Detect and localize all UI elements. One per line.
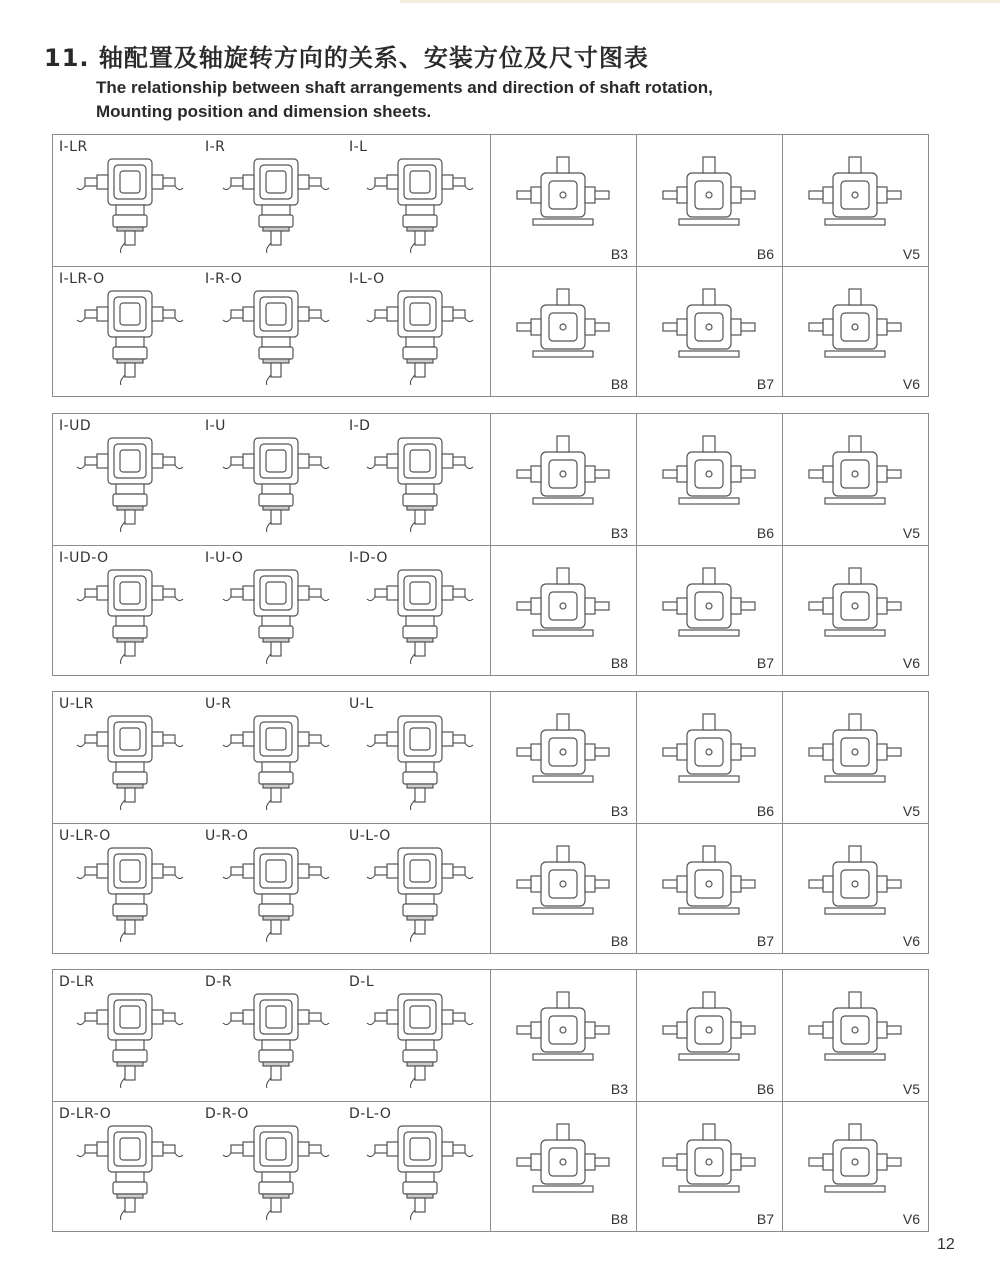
- arrangement-drawing: [365, 842, 475, 946]
- arrangement-cell: [199, 546, 343, 676]
- arrangement-label: I-LR-O: [59, 270, 105, 287]
- mounting-drawing: [513, 978, 613, 1092]
- gearbox-mounting-drawing-icon: [513, 1110, 613, 1220]
- mounting-position-label: B7: [756, 1211, 774, 1227]
- gearbox-arrangement-drawing-icon: [365, 285, 475, 385]
- top-decorative-line: [400, 0, 1000, 3]
- arrangement-label: D-LR-O: [59, 1105, 112, 1122]
- mounting-position-cell: [490, 546, 636, 676]
- gearbox-mounting-drawing-icon: [513, 422, 613, 532]
- arrangement-drawing: [221, 710, 331, 814]
- gearbox-mounting-drawing-icon: [659, 1110, 759, 1220]
- gearbox-mounting-drawing-icon: [513, 554, 613, 664]
- gearbox-arrangement-drawing-icon: [75, 153, 185, 253]
- arrangement-drawing: [75, 988, 185, 1092]
- mounting-position-label: B8: [610, 1211, 628, 1227]
- arrangement-label: I-D-O: [349, 549, 388, 566]
- arrangement-cell: [343, 135, 487, 266]
- mounting-drawing: [659, 832, 759, 946]
- arrangement-row: [53, 135, 928, 266]
- mounting-position-cell: [490, 267, 636, 397]
- page-title-chinese: 11. 轴配置及轴旋转方向的关系、安装方位及尺寸图表: [44, 44, 649, 72]
- arrangement-label: D-R-O: [205, 1105, 249, 1122]
- gearbox-mounting-drawing-icon: [659, 554, 759, 664]
- mounting-position-label: B3: [610, 524, 628, 541]
- arrangement-cell: [199, 1102, 343, 1232]
- gearbox-mounting-drawing-icon: [513, 832, 613, 942]
- mounting-position-label: B8: [610, 655, 628, 671]
- mounting-position-cell: [636, 1102, 782, 1232]
- mounting-position-label: B7: [756, 655, 774, 671]
- gearbox-arrangement-drawing-icon: [75, 988, 185, 1088]
- arrangement-drawing: [221, 564, 331, 668]
- title-en-line-1: The relationship between shaft arrangements and direction of shaft rotation,: [96, 78, 713, 97]
- arrangement-label: U-R-O: [205, 827, 249, 844]
- gearbox-arrangement-drawing-icon: [75, 842, 185, 942]
- gearbox-arrangement-drawing-icon: [221, 285, 331, 385]
- mounting-drawing: [659, 978, 759, 1092]
- gearbox-arrangement-drawing-icon: [221, 153, 331, 253]
- mounting-drawing: [805, 700, 905, 814]
- arrangement-cell: [199, 824, 343, 954]
- arrangement-drawing: [75, 285, 185, 389]
- arrangement-drawing: [75, 564, 185, 668]
- mounting-position-cell: [636, 692, 782, 823]
- gearbox-mounting-drawing-icon: [513, 700, 613, 810]
- arrangement-label: U-LR-O: [59, 827, 111, 844]
- arrangement-label: D-L-O: [349, 1105, 392, 1122]
- arrangement-cell: [343, 824, 487, 954]
- arrangement-row: [53, 266, 928, 397]
- gearbox-arrangement-drawing-icon: [221, 842, 331, 942]
- gearbox-mounting-drawing-icon: [805, 1110, 905, 1220]
- gearbox-mounting-drawing-icon: [805, 422, 905, 532]
- gearbox-mounting-drawing-icon: [805, 143, 905, 253]
- arrangement-label: D-LR: [59, 974, 95, 990]
- arrangement-cell: [53, 546, 197, 676]
- gearbox-mounting-drawing-icon: [659, 143, 759, 253]
- mounting-position-cell: [782, 135, 928, 266]
- arrangement-label: I-L-O: [349, 270, 385, 287]
- arrangement-cell: [199, 414, 343, 545]
- arrangement-label: I-R-O: [205, 270, 243, 287]
- arrangement-cell: [199, 692, 343, 823]
- arrangement-label: I-UD-O: [59, 549, 109, 566]
- mounting-position-label: B6: [756, 1080, 774, 1097]
- mounting-position-cell: [782, 1102, 928, 1232]
- mounting-position-cell: [490, 135, 636, 266]
- arrangement-row: [53, 692, 928, 823]
- mounting-position-label: V6: [902, 1211, 920, 1227]
- mounting-drawing: [659, 1110, 759, 1224]
- mounting-position-label: V6: [902, 376, 920, 392]
- arrangement-drawing: [75, 153, 185, 257]
- arrangement-label: I-D: [349, 418, 371, 434]
- gearbox-arrangement-drawing-icon: [75, 285, 185, 385]
- arrangement-label: I-UD: [59, 418, 92, 434]
- gearbox-mounting-drawing-icon: [659, 275, 759, 385]
- arrangement-label: I-R: [205, 139, 226, 155]
- mounting-drawing: [659, 275, 759, 389]
- mounting-position-cell: [636, 824, 782, 954]
- arrangement-cell: [53, 692, 197, 823]
- mounting-drawing: [805, 1110, 905, 1224]
- arrangement-drawing: [75, 1120, 185, 1224]
- mounting-position-label: V5: [902, 1080, 920, 1097]
- mounting-drawing: [805, 275, 905, 389]
- arrangement-drawing: [221, 1120, 331, 1224]
- arrangement-drawing: [221, 153, 331, 257]
- arrangement-row: [53, 823, 928, 954]
- gearbox-arrangement-drawing-icon: [75, 1120, 185, 1220]
- gearbox-arrangement-drawing-icon: [365, 710, 475, 810]
- gearbox-arrangement-drawing-icon: [365, 153, 475, 253]
- arrangement-drawing: [365, 1120, 475, 1224]
- arrangement-drawing: [365, 432, 475, 536]
- gearbox-arrangement-drawing-icon: [221, 432, 331, 532]
- arrangement-cell: [343, 414, 487, 545]
- mounting-drawing: [513, 143, 613, 257]
- mounting-position-cell: [490, 824, 636, 954]
- arrangement-cell: [343, 692, 487, 823]
- arrangement-cell: [53, 414, 197, 545]
- mounting-position-cell: [490, 1102, 636, 1232]
- mounting-position-cell: [636, 267, 782, 397]
- mounting-position-label: V6: [902, 655, 920, 671]
- gearbox-mounting-drawing-icon: [659, 832, 759, 942]
- mounting-position-label: B6: [756, 802, 774, 819]
- mounting-position-label: V5: [902, 524, 920, 541]
- gearbox-mounting-drawing-icon: [513, 978, 613, 1088]
- arrangement-cell: [199, 970, 343, 1101]
- arrangement-label: U-L-O: [349, 827, 391, 844]
- arrangement-cell: [343, 1102, 487, 1232]
- arrangement-label: U-LR: [59, 696, 94, 712]
- mounting-position-cell: [636, 414, 782, 545]
- gearbox-mounting-drawing-icon: [659, 422, 759, 532]
- arrangement-label: U-R: [205, 696, 232, 712]
- mounting-position-label: B6: [756, 245, 774, 262]
- title-en-line-2: Mounting position and dimension sheets.: [96, 102, 432, 121]
- mounting-drawing: [513, 422, 613, 536]
- gearbox-arrangement-drawing-icon: [75, 432, 185, 532]
- mounting-position-cell: [636, 135, 782, 266]
- arrangement-cell: [53, 1102, 197, 1232]
- gearbox-arrangement-drawing-icon: [221, 710, 331, 810]
- gearbox-arrangement-drawing-icon: [365, 432, 475, 532]
- gearbox-mounting-drawing-icon: [659, 700, 759, 810]
- arrangement-section: [52, 691, 929, 954]
- mounting-position-label: B8: [610, 933, 628, 949]
- arrangement-cell: [53, 267, 197, 397]
- mounting-position-cell: [490, 414, 636, 545]
- gearbox-mounting-drawing-icon: [805, 700, 905, 810]
- arrangement-drawing: [221, 432, 331, 536]
- arrangement-cell: [199, 135, 343, 266]
- arrangement-drawing: [221, 285, 331, 389]
- mounting-drawing: [805, 978, 905, 1092]
- arrangement-label: U-L: [349, 696, 374, 712]
- arrangement-row: [53, 414, 928, 545]
- arrangement-drawing: [221, 842, 331, 946]
- mounting-position-cell: [490, 970, 636, 1101]
- gearbox-mounting-drawing-icon: [805, 832, 905, 942]
- arrangement-cell: [343, 546, 487, 676]
- arrangement-drawing: [365, 710, 475, 814]
- mounting-position-label: B7: [756, 933, 774, 949]
- arrangement-drawing: [75, 842, 185, 946]
- mounting-drawing: [805, 832, 905, 946]
- mounting-drawing: [805, 143, 905, 257]
- mounting-position-cell: [782, 824, 928, 954]
- arrangement-label: I-U: [205, 418, 226, 434]
- arrangement-cell: [53, 970, 197, 1101]
- arrangement-section: [52, 969, 929, 1232]
- mounting-drawing: [513, 700, 613, 814]
- mounting-drawing: [513, 554, 613, 668]
- page-title-english: [96, 76, 713, 124]
- mounting-drawing: [805, 422, 905, 536]
- arrangement-cell: [53, 824, 197, 954]
- gearbox-arrangement-drawing-icon: [365, 1120, 475, 1220]
- arrangement-drawing: [75, 432, 185, 536]
- mounting-position-cell: [782, 970, 928, 1101]
- mounting-position-cell: [782, 546, 928, 676]
- arrangement-drawing: [221, 988, 331, 1092]
- arrangement-drawing: [365, 988, 475, 1092]
- arrangement-drawing: [75, 710, 185, 814]
- mounting-position-label: B6: [756, 524, 774, 541]
- arrangement-cell: [199, 267, 343, 397]
- gearbox-arrangement-drawing-icon: [365, 988, 475, 1088]
- mounting-position-label: V6: [902, 933, 920, 949]
- gearbox-arrangement-drawing-icon: [75, 564, 185, 664]
- mounting-position-cell: [782, 692, 928, 823]
- gearbox-mounting-drawing-icon: [513, 143, 613, 253]
- mounting-position-cell: [490, 692, 636, 823]
- mounting-drawing: [659, 143, 759, 257]
- mounting-drawing: [513, 275, 613, 389]
- page-number: 12: [937, 1236, 955, 1253]
- arrangement-cell: [343, 267, 487, 397]
- gearbox-mounting-drawing-icon: [513, 275, 613, 385]
- arrangement-label: I-LR: [59, 139, 88, 155]
- mounting-position-label: B7: [756, 376, 774, 392]
- mounting-position-cell: [782, 267, 928, 397]
- mounting-position-cell: [636, 970, 782, 1101]
- arrangement-cell: [53, 135, 197, 266]
- arrangement-section: [52, 413, 929, 676]
- gearbox-mounting-drawing-icon: [805, 554, 905, 664]
- gearbox-mounting-drawing-icon: [659, 978, 759, 1088]
- mounting-position-label: B3: [610, 1080, 628, 1097]
- gearbox-mounting-drawing-icon: [805, 978, 905, 1088]
- arrangement-label: I-L: [349, 139, 368, 155]
- gearbox-arrangement-drawing-icon: [365, 842, 475, 942]
- mounting-position-cell: [636, 546, 782, 676]
- mounting-position-label: B3: [610, 802, 628, 819]
- arrangement-row: [53, 545, 928, 676]
- mounting-drawing: [513, 832, 613, 946]
- arrangement-section: [52, 134, 929, 397]
- mounting-drawing: [659, 700, 759, 814]
- mounting-drawing: [659, 422, 759, 536]
- mounting-position-label: V5: [902, 802, 920, 819]
- gearbox-arrangement-drawing-icon: [221, 1120, 331, 1220]
- mounting-position-label: B3: [610, 245, 628, 262]
- arrangement-cell: [343, 970, 487, 1101]
- mounting-drawing: [659, 554, 759, 668]
- arrangement-label: I-U-O: [205, 549, 244, 566]
- arrangement-drawing: [365, 153, 475, 257]
- gearbox-arrangement-drawing-icon: [365, 564, 475, 664]
- mounting-position-cell: [782, 414, 928, 545]
- gearbox-mounting-drawing-icon: [805, 275, 905, 385]
- mounting-drawing: [513, 1110, 613, 1224]
- arrangement-drawing: [365, 564, 475, 668]
- arrangement-row: [53, 1101, 928, 1232]
- arrangement-label: D-L: [349, 974, 375, 990]
- gearbox-arrangement-drawing-icon: [221, 988, 331, 1088]
- arrangement-label: D-R: [205, 974, 233, 990]
- mounting-position-label: B8: [610, 376, 628, 392]
- mounting-position-label: V5: [902, 245, 920, 262]
- gearbox-arrangement-drawing-icon: [75, 710, 185, 810]
- arrangement-drawing: [365, 285, 475, 389]
- mounting-drawing: [805, 554, 905, 668]
- gearbox-arrangement-drawing-icon: [221, 564, 331, 664]
- arrangement-row: [53, 970, 928, 1101]
